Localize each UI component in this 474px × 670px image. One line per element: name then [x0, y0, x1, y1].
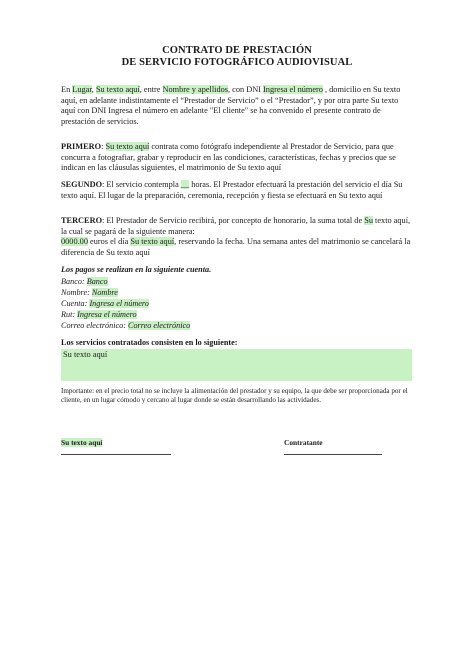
- banco-line: [61, 277, 108, 288]
- contract-title: [0, 45, 474, 69]
- intro-text-2: ,: [91, 85, 96, 94]
- primero-text-1: :: [101, 142, 106, 151]
- correo-line: [61, 321, 190, 332]
- servicios-textbox-text: Su texto aquí: [63, 350, 108, 359]
- intro-paragraph: [61, 85, 414, 127]
- cuenta-label: Cuenta:: [61, 299, 90, 308]
- servicios-heading: Los servicios contratados consisten en lo siguiente:: [61, 338, 238, 347]
- correo-label: Correo electrónico:: [61, 321, 128, 330]
- intro-text-5: , domicilio en Su texto aquí, en adelante indistintamente el “Prestador de Servicio” o el “Prestador”, y por otra parte Su texto aquí con DNI Ingresa el número en adelante "El cliente" se ha convenido el presente contrato de prestación de servicios.: [61, 85, 401, 126]
- title-line-2: DE SERVICIO FOTOGRÁFICO AUDIOVISUAL: [121, 57, 353, 68]
- primero-field[interactable]: Su texto aquí: [105, 142, 150, 151]
- tercero-text-2: texto aquí, la cual se pagará de la siguiente manera:: [61, 216, 411, 236]
- intro-text-1: En: [61, 85, 73, 94]
- suma-field[interactable]: Su: [364, 216, 373, 225]
- banco-field[interactable]: Banco: [86, 277, 108, 286]
- servicios-textbox[interactable]: [61, 349, 412, 381]
- rut-field[interactable]: Ingresa el número: [77, 310, 137, 319]
- importante-note: Importante: en el precio total no se incluye la alimentación del prestador y su equipo, la que debe ser proporcionada por el cliente, en un lugar cómodo y cercano al lugar donde se están desarrollando las actividades.: [61, 387, 408, 405]
- nombre-label: Nombre:: [61, 288, 92, 297]
- primero-label: PRIMERO: [61, 142, 102, 151]
- horas-field[interactable]: __: [180, 180, 190, 189]
- fecha-field[interactable]: Su texto aquí: [130, 237, 175, 247]
- firma-prestador-line: [61, 454, 171, 455]
- tercero-text-3: euros el día: [87, 237, 131, 247]
- correo-field[interactable]: Correo electrónico: [128, 321, 191, 330]
- intro-text-4: , con DNI: [228, 85, 264, 94]
- cuenta-field[interactable]: Ingresa el número: [89, 299, 149, 308]
- su-texto-field[interactable]: Su texto aquí: [95, 85, 140, 94]
- primero-text-2: contrata como fotógrafo independiente al Prestador de Servicio, para que concurra a fotografiar, grabar y reproducir en las condiciones, características, fechas y precios que se indican en las cláusulas siguientes, el matrimonio de Su texto aquí: [61, 142, 396, 173]
- title-line-1: CONTRATO DE PRESTACIÓN: [162, 45, 312, 56]
- clause-segundo: [61, 180, 414, 201]
- tercero-text-1: : El Prestador de Servicio recibirá, por concepto de honorario, la suma total de: [102, 216, 365, 225]
- firma-contratante-line: [284, 454, 382, 455]
- dni-field[interactable]: Ingresa el número: [263, 85, 323, 94]
- tercero-text-4: , reservando la fecha. Una semana antes del matrimonio se cancelará la diferencia de Su texto aquí: [61, 237, 411, 257]
- segundo-text-2: horas. El Prestador efectuará la prestación del servicio el día Su texto aquí. El lugar de la preparación, ceremonia, recepción y fiesta se efectuará en Su texto aquí: [61, 180, 403, 200]
- nombre-field[interactable]: Nombre y apellidos: [162, 85, 228, 94]
- rut-line: [61, 310, 137, 321]
- lugar-field[interactable]: Lugar: [72, 85, 92, 94]
- tercero-label: TERCERO: [61, 216, 103, 225]
- intro-text-3: , entre: [139, 85, 163, 94]
- monto-field[interactable]: 0000.00: [61, 237, 88, 247]
- firma-prestador-field[interactable]: Su texto aquí: [61, 438, 103, 447]
- segundo-text-1: : El servicio contempla: [102, 180, 181, 189]
- banco-label: Banco:: [61, 277, 87, 286]
- pagos-heading: Los pagos se realizan en la siguiente cuenta.: [61, 265, 212, 274]
- nombre-cuenta-field[interactable]: Nombre: [91, 288, 118, 297]
- segundo-label: SEGUNDO: [61, 180, 103, 189]
- clause-primero: [61, 142, 414, 174]
- nombre-line: [61, 288, 118, 299]
- rut-label: Rut:: [61, 310, 78, 319]
- cuenta-line: [61, 299, 149, 310]
- firma-contratante-label: Contratante: [284, 438, 323, 447]
- clause-tercero: [61, 216, 414, 258]
